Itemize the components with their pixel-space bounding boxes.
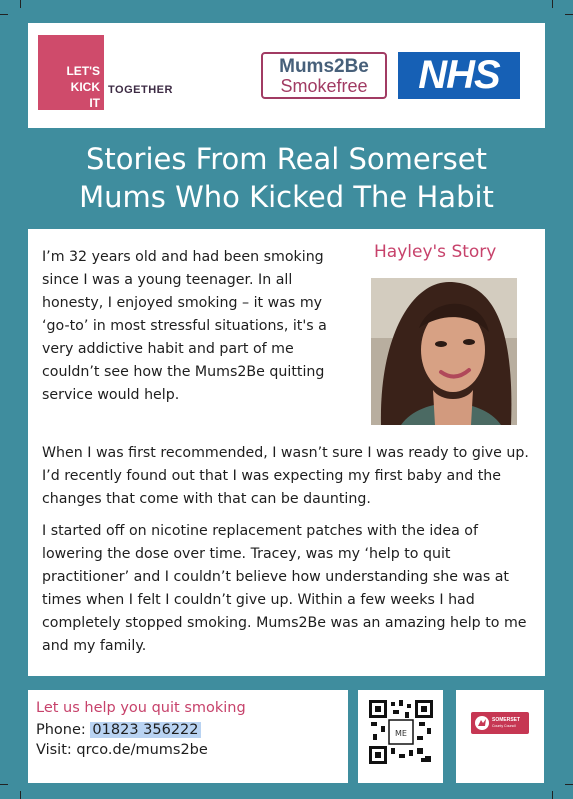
nhs-logo: NHS — [398, 52, 520, 99]
story-panel — [28, 229, 545, 676]
title-line-1: Stories From Real Somerset — [86, 142, 487, 176]
crop-mark — [20, 791, 21, 799]
lets-kick-it-logo — [38, 35, 104, 110]
crop-mark — [552, 791, 553, 799]
phone-number-link[interactable]: 01823 356222 — [92, 722, 199, 738]
page-title — [28, 140, 545, 216]
title-line-2: Mums Who Kicked The Habit — [79, 180, 494, 214]
phone-label: Phone: — [36, 722, 86, 738]
story-paragraph-1: I’m 32 years old and had been smoking since I was a young teenager. In all honesty, I enjoyed smoking – it was my ‘go-to’ in most stressful situations, it's a very addictive habit and part of me couldn’t see how the Mums2Be quitting service would help. — [42, 249, 327, 403]
mums2be-logo-bottom: Smokefree — [280, 76, 368, 96]
website-link[interactable]: qrco.de/mums2be — [76, 742, 208, 758]
header-panel — [28, 23, 545, 128]
contact-panel — [28, 690, 348, 783]
crop-mark — [552, 0, 553, 8]
crop-mark — [0, 784, 8, 785]
somerset-subtitle: County Council — [492, 724, 516, 728]
portrait-photo — [371, 278, 517, 425]
visit-label: Visit: — [36, 742, 72, 758]
logo-line: IT — [89, 96, 100, 110]
story-paragraph-2: When I was first recommended, I wasn’t sure I was ready to give up. I’d recently found out that I was expecting my first baby and the changes that come with that can be daunting. — [42, 445, 529, 507]
crop-mark — [565, 14, 573, 15]
logo-together: TOGETHER — [108, 84, 173, 96]
logo-line: LET'S — [66, 64, 100, 78]
story-heading: Hayley's Story — [374, 242, 497, 262]
qr-panel — [358, 690, 443, 783]
portrait-illustration — [371, 278, 517, 425]
qr-code-icon[interactable] — [369, 700, 433, 764]
somerset-name: SOMERSET — [492, 717, 521, 723]
phone-row — [36, 723, 201, 738]
logo-line: KICK — [70, 80, 100, 94]
visit-row — [36, 743, 208, 758]
qr-center-label: ME — [395, 729, 407, 738]
cta-heading: Let us help you quit smoking — [36, 700, 246, 716]
crop-mark — [20, 0, 21, 8]
somerset-panel — [456, 690, 544, 783]
crop-mark — [0, 14, 8, 15]
mums2be-logo-top: Mums2Be — [279, 56, 369, 77]
crop-mark — [565, 784, 573, 785]
story-paragraph-3: I started off on nicotine replacement patches with the idea of lowering the dose over time. Tracey, was my ‘help to quit practitioner’ and I couldn’t believe how understanding she was at times when I felt I couldn’t give up. Within a few weeks I had completely stopped smoking. Mums2Be was an amazing help to me and my family. — [42, 523, 527, 654]
mums2be-logo — [261, 52, 387, 99]
somerset-council-logo — [471, 712, 529, 734]
wyvern-icon — [474, 715, 490, 731]
